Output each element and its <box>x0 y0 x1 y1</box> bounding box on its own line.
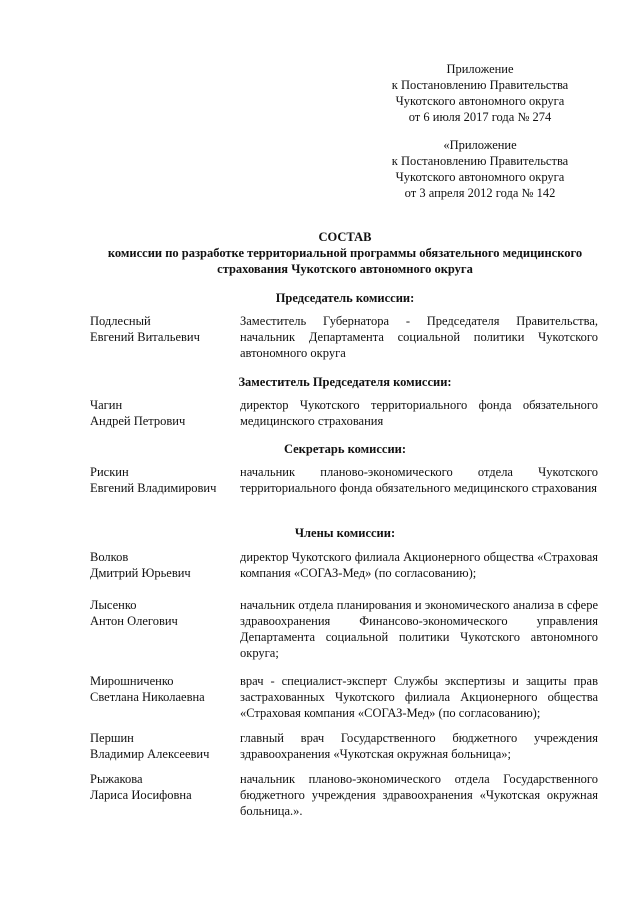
member-entry-secretary <box>90 464 600 514</box>
member-role: начальник отдела планирования и экономического анализа в сфере здравоохранения Финансово-экономического управления Департамента социальной политики Чукотского автономного округа; <box>240 598 598 660</box>
appendix-line: к Постановлению Правительства <box>391 154 569 168</box>
member-name <box>90 549 235 581</box>
member-entry <box>90 771 600 821</box>
appendix-line: от 3 апреля 2012 года № 142 <box>404 186 556 200</box>
member-given-name: Андрей Петрович <box>90 414 186 428</box>
member-entry <box>90 549 600 599</box>
appendix-line: от 6 июля 2017 года № 274 <box>408 110 552 124</box>
member-surname: Першин <box>90 731 134 745</box>
member-name <box>90 464 235 496</box>
appendix-header-previous <box>380 137 580 201</box>
member-surname: Волков <box>90 550 129 564</box>
member-name <box>90 597 235 629</box>
appendix-line: «Приложение <box>443 138 517 152</box>
member-given-name: Евгений Владимирович <box>90 481 217 495</box>
member-given-name: Дмитрий Юрьевич <box>90 566 191 580</box>
member-name <box>90 730 235 762</box>
document-title <box>90 229 600 277</box>
member-name <box>90 313 235 345</box>
member-name <box>90 397 235 429</box>
member-surname: Лысенко <box>90 598 137 612</box>
section-title-chair: Председатель комиссии: <box>275 291 415 305</box>
member-entry-chair <box>90 313 600 363</box>
member-given-name: Антон Олегович <box>90 614 178 628</box>
member-role: главный врач Государственного бюджетного учреждения здравоохранения «Чукотская окружная больница»; <box>240 731 598 761</box>
member-given-name: Светлана Николаевна <box>90 690 205 704</box>
member-role: начальник планово-экономического отдела Чукотского территориального фонда обязательного медицинского страхования <box>240 465 598 495</box>
member-entry <box>90 597 600 663</box>
member-name <box>90 771 235 803</box>
member-role: врач - специалист-эксперт Службы экспертизы и защиты прав застрахованных Чукотского филиала Акционерного общества «Страховая компания «СОГАЗ-Мед» (по согласованию); <box>240 674 598 720</box>
appendix-header-current <box>380 61 580 125</box>
title-line: комиссии по разработке территориальной программы обязательного медицинского <box>107 246 583 260</box>
member-given-name: Евгений Витальевич <box>90 330 200 344</box>
member-given-name: Лариса Иосифовна <box>90 788 192 802</box>
member-role: директор Чукотского филиала Акционерного общества «Страховая компания «СОГАЗ-Мед» (по согласованию); <box>240 550 598 580</box>
member-surname: Рыжакова <box>90 772 143 786</box>
appendix-line: к Постановлению Правительства <box>391 78 569 92</box>
member-surname: Мирошниченко <box>90 674 174 688</box>
member-name <box>90 673 235 705</box>
member-surname: Подлесный <box>90 314 151 328</box>
appendix-line: Чукотского автономного округа <box>395 94 565 108</box>
member-role: директор Чукотского территориального фонда обязательного медицинского страхования <box>240 398 598 428</box>
appendix-line: Приложение <box>446 62 514 76</box>
title-line: СОСТАВ <box>318 230 372 244</box>
appendix-line: Чукотского автономного округа <box>395 170 565 184</box>
title-line: страхования Чукотского автономного округа <box>217 262 473 276</box>
member-given-name: Владимир Алексеевич <box>90 747 210 761</box>
member-entry-deputy <box>90 397 600 447</box>
member-role: начальник планово-экономического отдела Государственного бюджетного учреждения здравоохранения «Чукотская окружная больница.». <box>240 772 598 818</box>
member-surname: Чагин <box>90 398 123 412</box>
section-title-members: Члены комиссии: <box>294 526 396 540</box>
member-role: Заместитель Губернатора - Председателя Правительства, начальник Департамента социальной политики Чукотского автономного округа <box>240 314 598 360</box>
member-entry <box>90 673 600 723</box>
section-title-secretary: Секретарь комиссии: <box>283 442 407 456</box>
member-surname: Рискин <box>90 465 129 479</box>
section-title-deputy: Заместитель Председателя комиссии: <box>238 375 452 389</box>
